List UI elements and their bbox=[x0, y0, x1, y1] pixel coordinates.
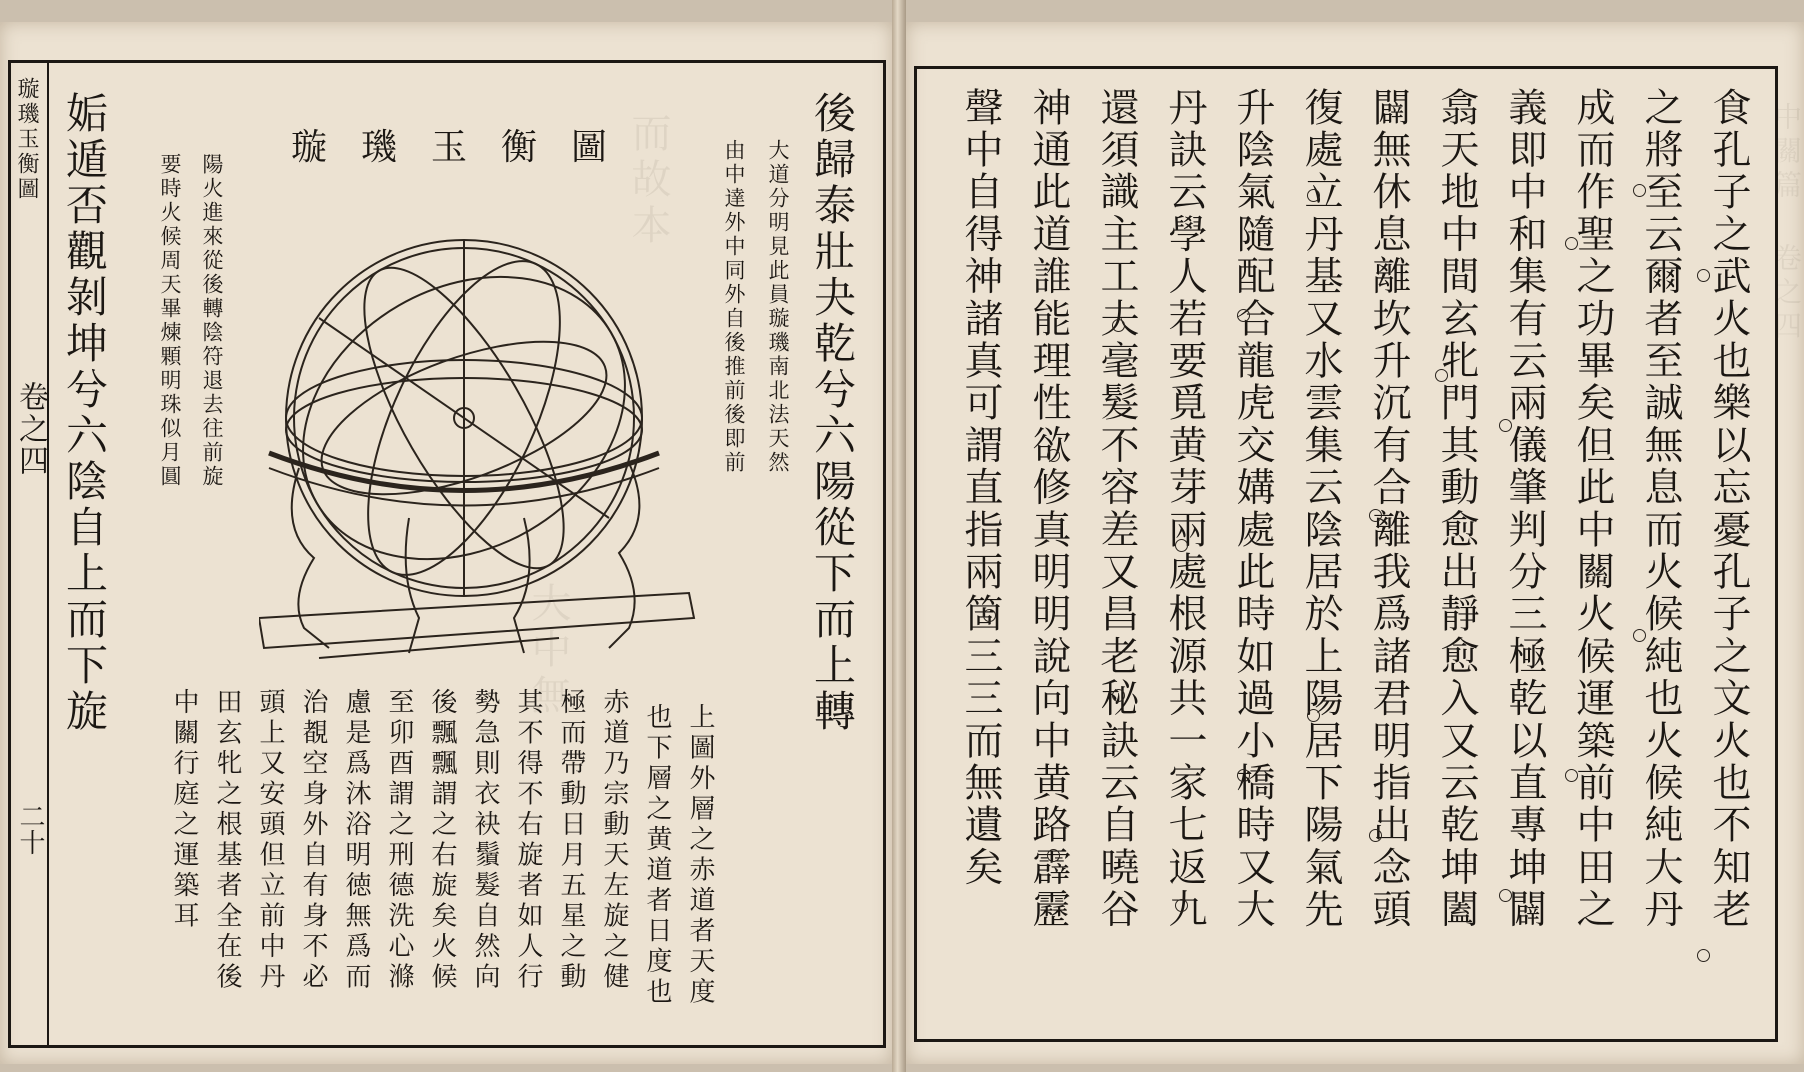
bleed-through-text: 大中無 bbox=[525, 582, 571, 720]
text-column: 丹訣云學人若要覓黄芽兩處根源共一家七返九 bbox=[1162, 87, 1207, 931]
diagram-title: 璇璣玉衡圖 bbox=[291, 127, 642, 168]
note-column: 由中達外中同外自後推前後即前 bbox=[722, 139, 746, 475]
text-column: 聲中自得神諸真可謂直指兩箇三三而無遺矣 bbox=[958, 87, 1003, 889]
text-column: 之將至云爾者至誠無息而火候純也火候純大丹 bbox=[1638, 87, 1683, 931]
text-column: 闢無休息離坎升沉有合離我爲諸君明指出念頭 bbox=[1366, 87, 1411, 931]
punctuation-circle bbox=[1307, 189, 1320, 202]
punctuation-circle bbox=[1499, 419, 1512, 432]
punctuation-circle bbox=[1565, 237, 1578, 250]
page-gutter bbox=[11, 63, 49, 1045]
punctuation-circle bbox=[1565, 769, 1578, 782]
punctuation-circle bbox=[1697, 269, 1710, 282]
commentary-column: 中關行庭之運築耳 bbox=[169, 688, 199, 932]
punctuation-circle bbox=[1237, 309, 1250, 322]
punctuation-circle bbox=[1369, 509, 1382, 522]
punctuation-circle bbox=[1237, 769, 1250, 782]
commentary-column: 至卯酉謂之刑德洗心滌 bbox=[384, 688, 414, 993]
left-page-frame bbox=[8, 60, 886, 1048]
punctuation-circle bbox=[1633, 184, 1646, 197]
poem-column-1: 後歸泰壯夬乾兮六陽從下而上轉 bbox=[808, 91, 857, 735]
right-page bbox=[906, 22, 1804, 1064]
gutter-title: 璇璣玉衡圖 bbox=[14, 77, 39, 202]
note-column: 大道分明見此員璇璣南北法天然 bbox=[766, 139, 790, 475]
punctuation-circle bbox=[1435, 369, 1448, 382]
punctuation-circle bbox=[1175, 899, 1188, 912]
commentary-column: 極而帶動日月五星之動 bbox=[556, 688, 586, 993]
commentary-column: 勢急則衣袂鬚髮自然向 bbox=[470, 688, 500, 993]
punctuation-circle bbox=[1175, 539, 1188, 552]
punctuation-circle bbox=[1047, 449, 1060, 462]
book-spine bbox=[892, 0, 906, 1072]
punctuation-circle bbox=[1047, 849, 1060, 862]
bleed-through-text: 而故本 bbox=[625, 112, 671, 250]
right-page-frame bbox=[914, 66, 1778, 1042]
poem-column-2: 姤遁否觀剝坤兮六陰自上而下旋 bbox=[60, 91, 109, 735]
note-column: 要時火候周天畢煉顆明珠似月圓 bbox=[158, 153, 182, 489]
text-column: 神通此道誰能理性欲修真明明說向中黄路霹靂 bbox=[1026, 87, 1071, 931]
punctuation-circle bbox=[1112, 319, 1125, 332]
gutter-page-number: 二十 bbox=[15, 803, 45, 855]
text-column: 升陰氣隨配合龍虎交媾處此時如過小橋時又大 bbox=[1230, 87, 1275, 931]
punctuation-circle bbox=[1307, 709, 1320, 722]
text-column: 食孔子之武火也樂以忘憂孔子之文火也不知老 bbox=[1706, 87, 1751, 931]
commentary-column: 頭上又安頭但立前中丹 bbox=[255, 688, 285, 993]
punctuation-circle bbox=[1369, 829, 1382, 842]
commentary-column: 治覩空身外自有身不必 bbox=[298, 688, 328, 993]
commentary-column: 後飄飄謂之右旋矣火候 bbox=[427, 688, 457, 993]
commentary-column: 田玄牝之根基者全在後 bbox=[212, 688, 242, 993]
punctuation-circle bbox=[1112, 689, 1125, 702]
text-column: 還須識主工夫毫髮不容差又昌老秘訣云自曉谷 bbox=[1094, 87, 1139, 931]
text-column: 義即中和集有云兩儀肇判分三極乾以直專坤闢 bbox=[1502, 87, 1547, 931]
text-column: 翕天地中間玄牝門其動愈出靜愈入又云乾坤闔 bbox=[1434, 87, 1479, 931]
commentary-column: 赤道乃宗動天左旋之健 bbox=[599, 688, 629, 993]
punctuation-circle bbox=[983, 609, 996, 622]
note-column: 陽火進來從後轉陰符退去往前旋 bbox=[200, 153, 224, 489]
commentary-column: 其不得不右旋者如人行 bbox=[513, 688, 543, 993]
left-page bbox=[0, 22, 892, 1064]
gutter-juan: 卷之四 bbox=[13, 381, 48, 477]
armillary-sphere-illustration bbox=[259, 198, 699, 688]
text-column: 成而作聖之功畢矣但此中關火候運築前中田之 bbox=[1570, 87, 1615, 931]
commentary-column: 慮是爲沐浴明徳無爲而 bbox=[341, 688, 371, 993]
commentary-column: 上圖外層之赤道者天度 bbox=[685, 703, 715, 1008]
punctuation-circle bbox=[1697, 949, 1710, 962]
bleed-through-gutter: 中關篇 卷之四 bbox=[1770, 102, 1803, 345]
commentary-column: 也下層之黄道者日度也 bbox=[642, 703, 672, 1008]
punctuation-circle bbox=[1633, 629, 1646, 642]
text-column: 復處立丹基又水雲集云陰居於上陽居下陽氣先 bbox=[1298, 87, 1343, 931]
punctuation-circle bbox=[1499, 889, 1512, 902]
